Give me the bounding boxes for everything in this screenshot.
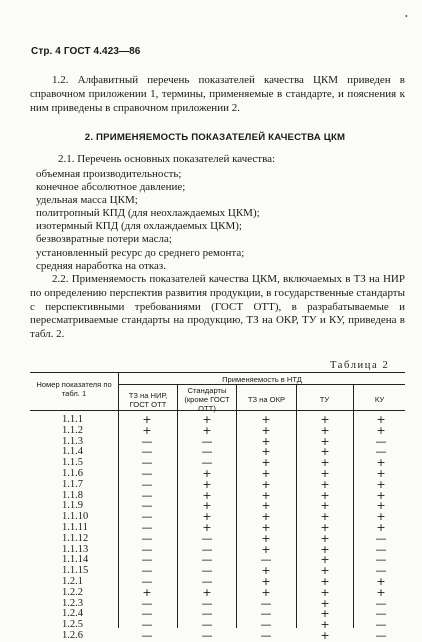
- table-cell: —: [141, 434, 153, 448]
- section-heading: 2. ПРИМЕНЯЕМОСТЬ ПОКАЗАТЕЛЕЙ КАЧЕСТВА ЦКМ: [84, 132, 346, 143]
- column-header-tz-okr: ТЗ на ОКР: [247, 395, 286, 404]
- row-number-column: [62, 415, 88, 642]
- table-cell: —: [141, 564, 153, 578]
- table-cell: —: [375, 596, 387, 610]
- table-cell: —: [141, 488, 153, 502]
- table-row-number: 1.1.8: [62, 489, 83, 501]
- table-cell: +: [320, 423, 330, 437]
- table-cell: —: [141, 596, 153, 610]
- table-cell: +: [320, 434, 330, 448]
- table-cell: —: [201, 445, 213, 459]
- table-cell: +: [320, 574, 330, 588]
- applicability-column-tz-nir: [125, 415, 169, 642]
- table-cell: —: [141, 456, 153, 470]
- table-cell: —: [201, 542, 213, 556]
- list-item: безвозвратные потери масла;: [36, 233, 172, 246]
- table-cell: +: [261, 542, 271, 556]
- table-caption: Таблица 2: [330, 360, 390, 371]
- table-row-number: 1.2.5: [62, 619, 83, 631]
- table-cell: —: [141, 499, 153, 513]
- indicator-list: [36, 168, 260, 273]
- group-header-rule: [118, 384, 405, 385]
- table-cell: —: [141, 553, 153, 567]
- table-cell: —: [141, 466, 153, 480]
- table-cell: +: [261, 456, 271, 470]
- column-divider: [296, 384, 297, 628]
- applicability-column-tu: [303, 415, 347, 642]
- table-cell: +: [202, 423, 212, 437]
- table-cell: +: [261, 445, 271, 459]
- page-header: Стр. 4 ГОСТ 4.423—86: [31, 46, 141, 57]
- list-item: объемная производительность;: [36, 168, 182, 180]
- applicability-column-ku: [359, 415, 403, 642]
- table-cell: +: [376, 574, 386, 588]
- table-cell: +: [261, 574, 271, 588]
- table-row-number: 1.1.1: [62, 414, 83, 425]
- table-cell: +: [202, 520, 212, 534]
- table-cell: +: [320, 477, 330, 491]
- table-cell: —: [201, 553, 213, 567]
- table-cell: +: [320, 445, 330, 459]
- applicability-column-standards: [185, 415, 229, 642]
- table-cell: +: [320, 510, 330, 524]
- table-cell: +: [376, 456, 386, 470]
- applicability-column-tz-okr: [244, 415, 288, 642]
- table-cell: —: [260, 628, 272, 642]
- table-cell: —: [201, 628, 213, 642]
- table-cell: +: [376, 499, 386, 513]
- row-header: Номер показателя по табл. 1: [36, 380, 112, 398]
- table-cell: —: [201, 618, 213, 632]
- table-cell: —: [141, 618, 153, 632]
- table-row-number: 1.1.3: [62, 435, 83, 447]
- table-cell: —: [141, 574, 153, 588]
- table-row-number: 1.2.2: [62, 586, 83, 598]
- table-cell: —: [375, 618, 387, 632]
- table-cell: +: [202, 510, 212, 524]
- table-cell: —: [375, 542, 387, 556]
- corner-mark: •: [405, 12, 408, 21]
- table-cell: +: [202, 499, 212, 513]
- table-cell: +: [261, 520, 271, 534]
- table-cell: +: [376, 477, 386, 491]
- table-cell: —: [201, 596, 213, 610]
- table-cell: —: [201, 531, 213, 545]
- table-cell: +: [376, 423, 386, 437]
- column-divider: [177, 384, 178, 628]
- table-row-number: 1.1.11: [62, 521, 88, 533]
- table-cell: +: [376, 413, 386, 426]
- column-header-standards: Стандарты (кроме ГОСТ ОТТ): [184, 386, 230, 413]
- table-cell: +: [202, 413, 212, 426]
- table-cell: +: [320, 466, 330, 480]
- group-header: Применяемость в НТД: [222, 375, 302, 384]
- table-cell: —: [260, 618, 272, 632]
- table-cell: —: [141, 520, 153, 534]
- list-item: установленный ресурс до среднего ремонта;: [36, 246, 245, 259]
- table-row-number: 1.1.15: [62, 565, 89, 577]
- column-divider: [236, 384, 237, 628]
- table-row-number: 1.1.10: [62, 511, 89, 523]
- table-cell: +: [376, 520, 386, 534]
- column-divider: [353, 384, 354, 628]
- table-cell: +: [261, 413, 271, 426]
- table-cell: +: [320, 542, 330, 556]
- table-cell: +: [320, 618, 330, 632]
- list-item: конечное абсолютное давление;: [36, 181, 186, 194]
- table-row-number: 1.1.6: [62, 467, 83, 479]
- table-cell: —: [260, 553, 272, 567]
- table-cell: +: [261, 466, 271, 480]
- list-item: изотермный КПД (для охлаждаемых ЦКМ);: [36, 220, 242, 233]
- table-cell: +: [202, 477, 212, 491]
- table-cell: —: [201, 434, 213, 448]
- list-item: средняя наработка на отказ.: [36, 259, 167, 272]
- table-row-number: 1.1.12: [62, 532, 89, 544]
- column-header-ku: КУ: [374, 395, 385, 404]
- table-cell: +: [320, 456, 330, 470]
- table-cell: —: [375, 607, 387, 621]
- table-cell: +: [376, 510, 386, 524]
- table-cell: +: [320, 564, 330, 578]
- table-cell: —: [201, 607, 213, 621]
- table-cell: —: [375, 564, 387, 578]
- table-cell: —: [201, 564, 213, 578]
- paragraph-1-2: 1.2. Алфавитный перечень показателей качества ЦКМ приведен в справочном приложении 1, термины, применяемые в стандарте, и пояснения к ним приведены в справочном приложении 2.: [30, 74, 405, 114]
- table-cell: +: [320, 607, 330, 621]
- table-row-number: 1.2.3: [62, 597, 83, 609]
- table-cell: +: [142, 423, 152, 437]
- list-item: политропный КПД (для неохлаждаемых ЦКМ);: [36, 207, 260, 220]
- table-cell: +: [320, 413, 330, 426]
- table-cell: —: [141, 542, 153, 556]
- table-cell: —: [141, 477, 153, 491]
- table-cell: —: [375, 434, 387, 448]
- table-cell: +: [320, 499, 330, 513]
- table-cell: +: [261, 434, 271, 448]
- table-cell: +: [320, 628, 330, 642]
- table-cell: —: [375, 628, 387, 642]
- table-cell: —: [141, 628, 153, 642]
- table-cell: +: [320, 531, 330, 545]
- table-cell: +: [320, 488, 330, 502]
- table-cell: +: [261, 585, 271, 599]
- table-cell: +: [261, 423, 271, 437]
- column-header-tu: ТУ: [319, 395, 330, 404]
- table-cell: +: [261, 564, 271, 578]
- table-cell: +: [202, 585, 212, 599]
- table-cell: +: [261, 488, 271, 502]
- table-row-number: 1.1.14: [62, 554, 89, 566]
- table-row-number: 1.2.4: [62, 608, 83, 620]
- table-cell: +: [142, 413, 152, 426]
- table-row-number: 1.1.4: [62, 446, 83, 458]
- table-row-number: 1.1.2: [62, 424, 83, 436]
- table-row-number: 1.1.7: [62, 478, 83, 490]
- table-cell: +: [320, 553, 330, 567]
- paragraph-2-1-title: 2.1. Перечень основных показателей качества:: [58, 153, 276, 165]
- column-header-tz-nir: ТЗ на НИР, ГОСТ ОТТ: [128, 391, 168, 409]
- table-cell: +: [320, 520, 330, 534]
- table-cell: —: [141, 607, 153, 621]
- paragraph-2-2: 2.2. Применяемость показателей качества ЦКМ, включаемых в ТЗ на НИР по определению перспектив развития продукции, в государственные стандарты с перспективными требованиями (ГОСТ ОТТ), в разрабатываемые и пересматриваемые стандарты на продукцию, ТЗ на ОКР, ТУ и КУ, приведена в табл. 2.: [30, 273, 405, 341]
- table-cell: +: [261, 499, 271, 513]
- table-cell: +: [320, 596, 330, 610]
- table-top-rule: [30, 372, 405, 373]
- table-cell: +: [376, 488, 386, 502]
- table-cell: +: [376, 585, 386, 599]
- table-cell: —: [141, 531, 153, 545]
- table-cell: —: [141, 510, 153, 524]
- table-cell: —: [260, 607, 272, 621]
- table-cell: +: [376, 466, 386, 480]
- table-cell: —: [260, 596, 272, 610]
- table-cell: +: [261, 510, 271, 524]
- table-cell: +: [261, 531, 271, 545]
- table-cell: —: [375, 531, 387, 545]
- column-divider: [118, 372, 119, 628]
- table-cell: +: [202, 488, 212, 502]
- list-item: удельная масса ЦКМ;: [36, 194, 138, 207]
- table-cell: —: [141, 445, 153, 459]
- table-cell: —: [375, 445, 387, 459]
- table-row-number: 1.1.13: [62, 543, 89, 555]
- table-cell: +: [320, 585, 330, 599]
- table-cell: —: [201, 456, 213, 470]
- table-row-number: 1.2.1: [62, 575, 83, 587]
- table-cell: +: [202, 466, 212, 480]
- table-cell: +: [261, 477, 271, 491]
- table-row-number: 1.1.9: [62, 500, 83, 512]
- table-cell: —: [201, 574, 213, 588]
- table-cell: —: [375, 553, 387, 567]
- table-row-number: 1.2.6: [62, 629, 83, 641]
- table-row-number: 1.1.5: [62, 457, 83, 469]
- table-cell: +: [142, 585, 152, 599]
